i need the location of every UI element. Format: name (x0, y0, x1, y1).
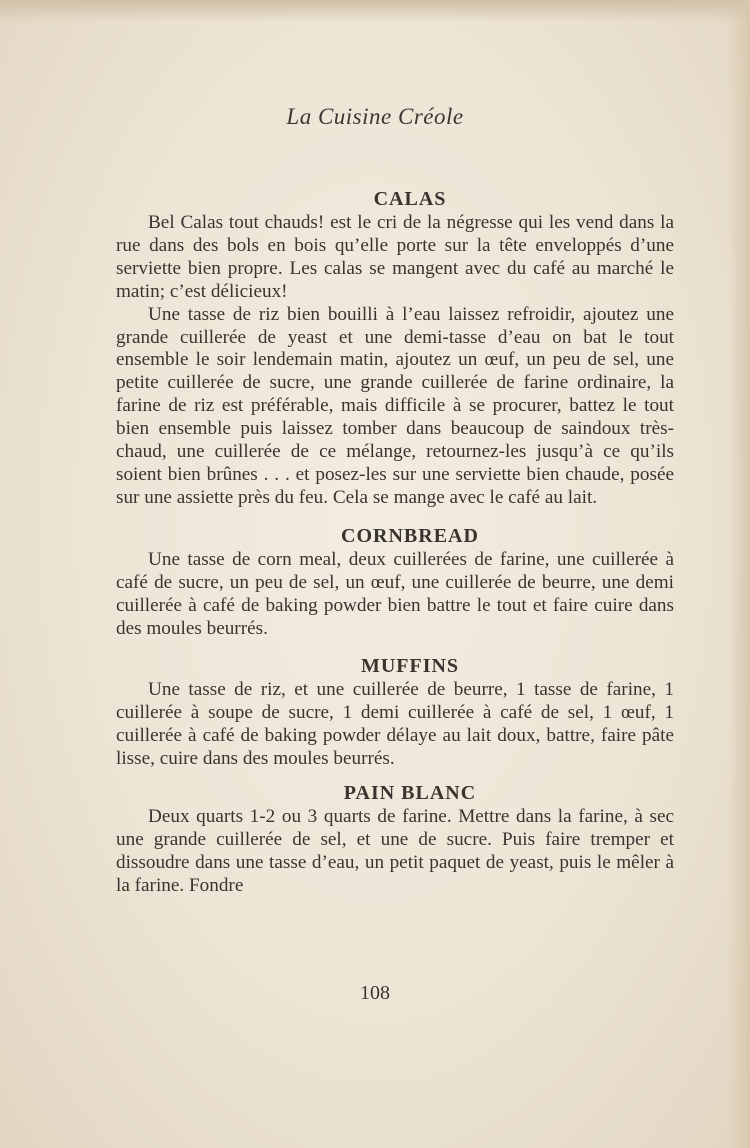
calas-intro-paragraph: Bel Calas tout chauds! est le cri de la négresse qui les vend dans la rue dans des bols en bois qu’elle porte sur la tête enveloppés d’une serviette bien propre. Les calas se mangent avec du café au marché le matin; c’est délicieux! (116, 212, 674, 302)
cornbread-paragraph: Une tasse de corn meal, deux cuillerées de farine, une cuillerée à café de sucre, un peu de sel, un œuf, une cuillerée de beurre, une demi cuillerée à café de baking powder bien battre le tout et faire cuire dans des moules beurrés. (116, 548, 674, 639)
heading-calas: CALAS (373, 188, 447, 210)
page-edge-shadow-top (0, 0, 750, 22)
heading-muffins: MUFFINS (360, 655, 460, 678)
page-body (116, 186, 674, 898)
page-number: 108 (360, 982, 390, 1004)
calas-recipe-paragraph: Une tasse de riz bien bouilli à l’eau laissez refroidir, ajoutez une grande cuillerée de yeast et une demi-tasse d’eau on bat le tout ensemble le soir lendemain matin, ajoutez un œuf, un peu de sel, une petite cuillerée de sucre, une grande cuillerée de farine ordinaire, la farine de riz est préférable, mais difficile à se procurer, battez le tout bien ensemble puis laissez tomber dans beaucoup de saindoux très-chaud, une cuillerée de ce mélange, retournez-les jusqu’à ce qu’ils soient bien brûnes . . . et posez-les sur une serviette bien chaude, posée sur une assiette près du feu. Cela se mange avec le café au lait. (116, 303, 674, 508)
heading-pain-blanc: PAIN BLANC (343, 782, 477, 805)
running-head: La Cuisine Créole (286, 104, 464, 129)
spacer (116, 771, 674, 780)
spacer (116, 510, 674, 523)
heading-cornbread: CORNBREAD (341, 524, 479, 547)
page-edge-shadow-right (728, 0, 750, 1148)
pain-blanc-paragraph: Deux quarts 1-2 ou 3 quarts de farine. Mettre dans la farine, à sec une grande cuillerée de sel, et une de sucre. Puis faire tremper et dissoudre dans une tasse d’eau, un petit paquet de yeast, puis le mêler à la farine. Fondre (116, 806, 674, 896)
spacer (116, 640, 674, 653)
muffins-paragraph: Une tasse de riz, et une cuillerée de beurre, 1 tasse de farine, 1 cuillerée à soupe de sucre, 1 demi cuillerée à café de sel, 1 œuf, 1 cuillerée à café de baking powder délaye au lait doux, battre, faire pâte lisse, cuire dans des moules beurrés. (116, 679, 674, 770)
